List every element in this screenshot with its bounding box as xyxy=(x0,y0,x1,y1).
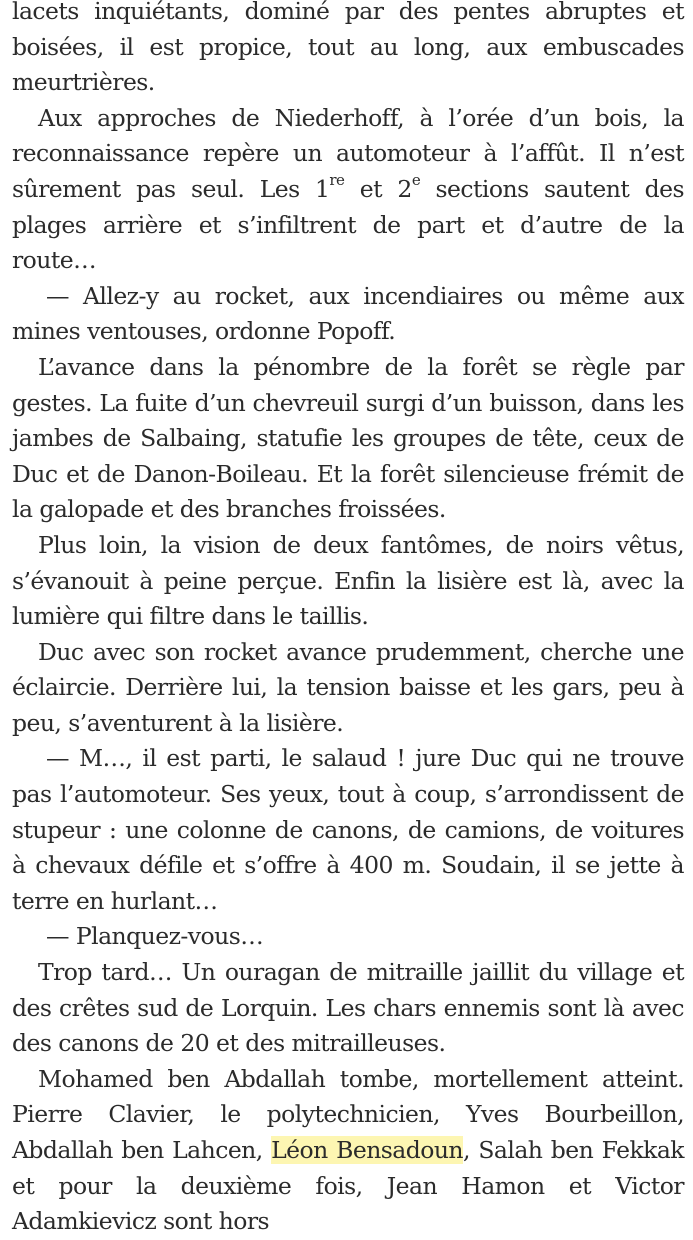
paragraph-2-mid: et 2 xyxy=(344,174,412,203)
paragraph-9: Trop tard… Un ouragan de mitraille jaillit du village et des crêtes sud de Lorquin. Les chars ennemis sont là avec des canons de 20 et des mitrailleuses. xyxy=(12,958,684,1058)
paragraph-1: lacets inquiétants, dominé par des pentes abruptes et boisées, il est propice, tout au long, aux embuscades meurtrières. xyxy=(12,0,684,97)
paragraph-4: L’avance dans la pénombre de la forêt se règle par gestes. La fuite d’un chevreuil surgi d’un buisson, dans les jambes de Salbaing, statufie les groupes de tête, ceux de Duc et de Danon-Boileau. Et la forêt silencieuse frémit de la galopade et des branches froissées. xyxy=(12,352,684,524)
paragraph-5: Plus loin, la vision de deux fantômes, de noirs vêtus, s’évanouit à peine perçue. Enfin la lisière est là, avec la lumière qui filtre dans le taillis. xyxy=(12,530,684,631)
paragraph-2-text: Aux approches de Niederhoff, à l’orée d’un bois, la reconnaissance repère un automoteur à l’affût. Il n’est sûrement pas seul. Les 1 xyxy=(12,103,684,203)
paragraph-7-dialogue: — M…, il est parti, le salaud ! jure Duc qui ne trouve pas l’automoteur. Ses yeux, tout à coup, s’arrondissent de stupeur : une colonne de canons, de camions, de voitures à chevaux défile et s’offre à 400 m. Soudain, il se jette à terre en hurlant… xyxy=(12,744,684,915)
paragraph-10-before: Mohamed ben Abdallah tombe, mortellement atteint. Pierre Clavier, le polytechnicien, Yves Bourbeillon, Abdallah ben Lahcen, xyxy=(12,1064,684,1164)
paragraph-6: Duc avec son rocket avance prudemment, cherche une éclaircie. Derrière lui, la tension baisse et les gars, peu à peu, s’aventurent à la lisière. xyxy=(12,637,684,737)
page-text xyxy=(12,0,684,1240)
superscript-re: re xyxy=(329,171,345,190)
paragraph-3-dialogue: — Allez-y au rocket, aux incendiaires ou même aux mines ventouses, ordonne Popoff. xyxy=(12,281,684,346)
paragraph-10-after: , Salah ben Fekkak et pour la deuxième fois, Jean Hamon et Victor Adamkievicz sont hors xyxy=(12,1136,684,1236)
superscript-e: e xyxy=(411,171,421,190)
highlighted-name[interactable]: Léon Bensadoun xyxy=(271,1136,464,1164)
paragraph-8-dialogue: — Planquez-vous… xyxy=(46,922,264,951)
paragraph-10 xyxy=(12,1062,684,1240)
paragraph-2 xyxy=(12,101,684,279)
paragraph-2-tail: sections sautent des plages arrière et s’infiltrent de part et d’autre de la route… xyxy=(12,174,685,275)
